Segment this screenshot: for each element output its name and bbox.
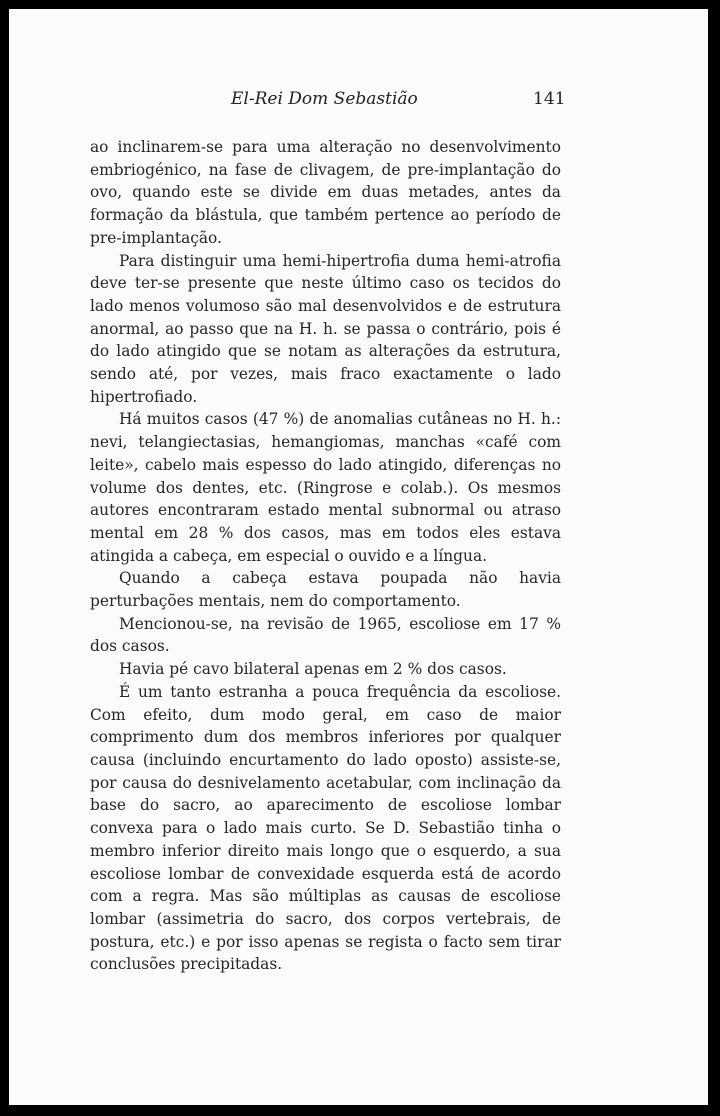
paragraph: É um tanto estranha a pouca frequência da escoliose. Com efeito, dum modo geral, em caso de maior comprimento dum dos membros inferiores por qualquer causa (incluindo encurtamento do lado oposto) assiste-se, por causa do desnivelamento acetabular, com inclinação da base do sacro, ao aparecimento de escoliose lombar convexa para o lado mais curto. Se D. Sebastião tinha o membro inferior direito mais longo que o esquerdo, a sua escoliose lombar de convexidade esquerda está de acordo com a regra. Mas são múltiplas as causas de escoliose lombar (assimetria do sacro, dos corpos vertebrais, de postura, etc.) e por isso apenas se regista o facto sem tirar conclusões precipitadas. — [90, 682, 561, 974]
book-page — [9, 9, 708, 1105]
body-text — [90, 136, 561, 976]
page-number: 141 — [533, 89, 566, 109]
paragraph: Quando a cabeça estava poupada não havia perturbações mentais, nem do comportamento. — [90, 569, 561, 611]
paragraph: Havia pé cavo bilateral apenas em 2 % dos casos. — [119, 660, 507, 679]
paragraph: Para distinguir uma hemi-hipertrofia duma hemi-atrofia deve ter-se presente que neste último caso os tecidos do lado menos volumoso são mal desenvolvidos e de estrutura anormal, ao passo que na H. h. se passa o contrário, pois é do lado atingido que se notam as alterações da estrutura, sendo até, por vezes, mais fraco exactamente o lado hipertrofiado. — [90, 251, 561, 406]
running-title: El-Rei Dom Sebastião — [231, 89, 418, 109]
paragraph: Há muitos casos (47 %) de anomalias cutâneas no H. h.: nevi, telangiectasias, hemangiomas, manchas «café com leite», cabelo mais espesso do lado atingido, diferenças no volume dos dentes, etc. (Ringrose e colab.). Os mesmos autores encontraram estado mental subnormal ou atraso mental em 28 % dos casos, mas em todos eles estava atingida a cabeça, em especial o ouvido e a língua. — [90, 410, 561, 565]
paragraph: Mencionou-se, na revisão de 1965, escoliose em 17 % dos casos. — [90, 614, 561, 656]
paragraph: ao inclinarem-se para uma alteração no desenvolvimento embriogénico, na fase de clivagem, de pre-implantação do ovo, quando este se divide em duas metades, antes da formação da blástula, que também pertence ao período de pre-implantação. — [90, 138, 561, 247]
page-header — [9, 89, 708, 115]
